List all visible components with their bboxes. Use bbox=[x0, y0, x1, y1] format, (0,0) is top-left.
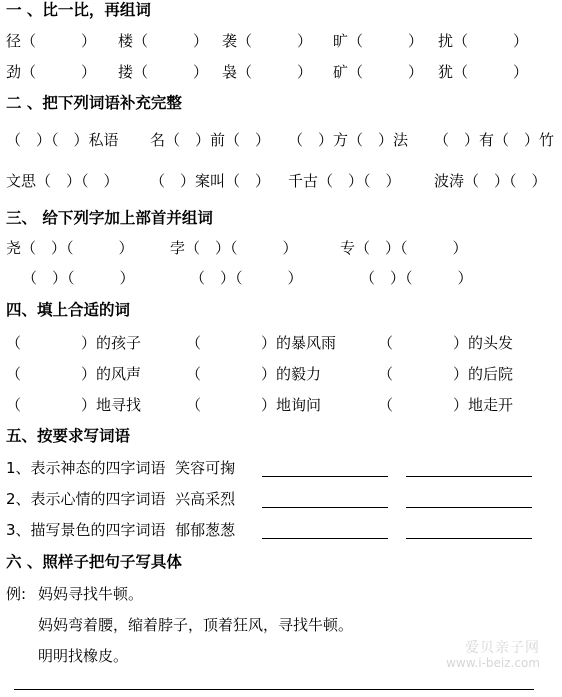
s2-r2-c4: 波涛（ ）（ ） bbox=[434, 172, 547, 190]
s5-item-2: 2、表示心情的四字词语 兴高采烈 bbox=[6, 490, 236, 508]
s3-r1-c2: 孛（ ）（ ） bbox=[170, 239, 298, 257]
s5-item-3: 3、描写景色的四字词语 郁郁葱葱 bbox=[6, 521, 236, 539]
s4-r2-c1: （ ）的风声 bbox=[6, 365, 142, 383]
s6-task: 明明找橡皮。 bbox=[38, 647, 129, 665]
section-1-heading: 一 、比一比，再组词 bbox=[6, 1, 151, 19]
s1-r2-c1: 劲（ ） bbox=[6, 63, 97, 81]
s3-r1-c1: 尧（ ）（ ） bbox=[6, 239, 134, 257]
s4-r1-c1: （ ）的孩子 bbox=[6, 334, 142, 352]
s2-r1-c4: （ ）有（ ）竹 bbox=[434, 131, 555, 149]
s2-r1-c3: （ ）方（ ）法 bbox=[288, 131, 409, 149]
s1-r1-c3: 袭（ ） bbox=[222, 32, 313, 50]
s5-item-1-blank-2[interactable] bbox=[406, 476, 532, 477]
s1-r2-c2: 搂（ ） bbox=[118, 63, 209, 81]
s6-example-expanded: 妈妈弯着腰，缩着脖子，顶着狂风，寻找牛顿。 bbox=[38, 616, 354, 634]
s1-r2-c3: 袅（ ） bbox=[222, 63, 313, 81]
s4-r1-c3: （ ）的头发 bbox=[378, 334, 514, 352]
s2-r1-c2: 名（ ）前（ ） bbox=[150, 131, 271, 149]
s5-item-1-blank-1[interactable] bbox=[262, 476, 388, 477]
s2-r1-c1: （ ）（ ）私语 bbox=[6, 131, 119, 149]
s4-r3-c2: （ ）地询问 bbox=[186, 396, 322, 414]
s1-r1-c4: 旷（ ） bbox=[333, 32, 424, 50]
s4-r1-c2: （ ）的暴风雨 bbox=[186, 334, 337, 352]
s1-r1-c5: 扰（ ） bbox=[438, 32, 529, 50]
s1-r2-c5: 犹（ ） bbox=[438, 63, 529, 81]
s3-r2-c1: （ ）（ ） bbox=[22, 269, 135, 287]
section-3-heading: 三、 给下列字加上部首并组词 bbox=[6, 209, 213, 227]
s6-answer-line[interactable] bbox=[14, 689, 534, 690]
s1-r2-c4: 矿（ ） bbox=[333, 63, 424, 81]
s4-r2-c3: （ ）的后院 bbox=[378, 365, 514, 383]
s3-r2-c3: （ ）（ ） bbox=[360, 269, 473, 287]
s2-r2-c1: 文思（ ）（ ） bbox=[6, 172, 119, 190]
section-5-heading: 五、按要求写词语 bbox=[6, 427, 131, 445]
s5-item-2-blank-1[interactable] bbox=[262, 507, 388, 508]
s4-r2-c2: （ ）的毅力 bbox=[186, 365, 322, 383]
s3-r1-c3: 专（ ）（ ） bbox=[340, 239, 468, 257]
s2-r2-c3: 千古（ ）（ ） bbox=[288, 172, 401, 190]
s3-r2-c2: （ ）（ ） bbox=[190, 269, 303, 287]
section-2-heading: 二 、把下列词语补充完整 bbox=[6, 94, 182, 112]
s5-item-3-blank-2[interactable] bbox=[406, 538, 532, 539]
s6-example-plain: 妈妈寻找牛顿。 bbox=[38, 585, 144, 603]
s1-r1-c2: 楼（ ） bbox=[118, 32, 209, 50]
s2-r2-c2: （ ）案叫（ ） bbox=[150, 172, 271, 190]
watermark-line-1: 爱贝亲子网 bbox=[465, 640, 540, 656]
s4-r3-c1: （ ）地寻找 bbox=[6, 396, 142, 414]
s5-item-3-blank-1[interactable] bbox=[262, 538, 388, 539]
s1-r1-c1: 径（ ） bbox=[6, 32, 97, 50]
watermark-logo bbox=[446, 641, 540, 671]
s5-item-1: 1、表示神态的四字词语 笑容可掬 bbox=[6, 459, 236, 477]
s6-example-label: 例: bbox=[6, 585, 27, 603]
s5-item-2-blank-2[interactable] bbox=[406, 507, 532, 508]
section-6-heading: 六 、照样子把句子写具体 bbox=[6, 553, 182, 571]
section-4-heading: 四、填上合适的词 bbox=[6, 301, 131, 319]
watermark-line-2: www.i-beiz.com bbox=[446, 656, 540, 670]
s4-r3-c3: （ ）地走开 bbox=[378, 396, 514, 414]
